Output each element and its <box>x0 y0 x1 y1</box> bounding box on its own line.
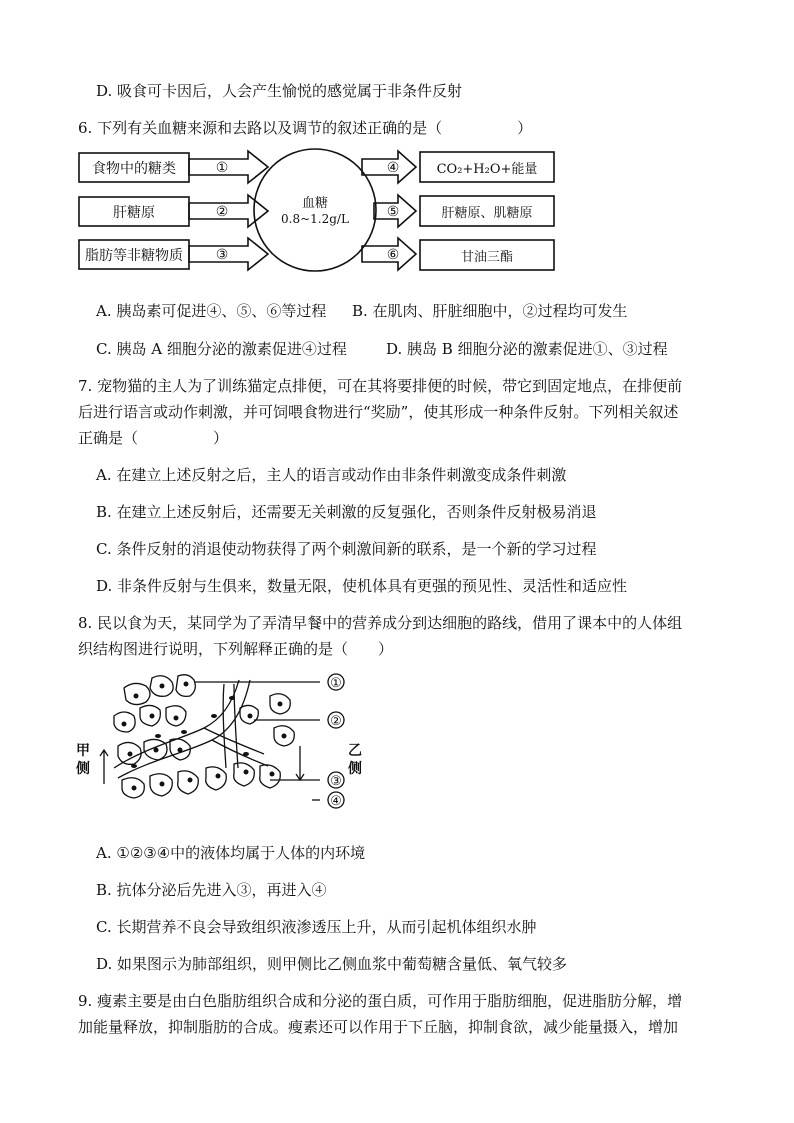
source-label-1: 食物中的糖类 <box>92 161 176 177</box>
q7-stem-line2: 后进行语言或动作刺激，并可饲喂食物进行“奖励”，使其形成一种条件反射。下列相关叙述 <box>78 403 679 421</box>
sink-label-3: 甘油三酯 <box>460 250 514 265</box>
arrow-label-4: ④ <box>386 160 400 176</box>
arrow-1 <box>189 151 268 183</box>
lymph-vessel-wall <box>223 684 226 768</box>
q8-stem-line2: 织结构图进行说明，下列解释正确的是（ ） <box>78 640 394 658</box>
sink-label-2: 肝糖原、肌糖原 <box>441 206 533 221</box>
diagram-label-4: ④ <box>330 794 342 809</box>
tissue-cell <box>206 767 227 790</box>
diagram-label-1: ① <box>330 676 342 691</box>
q8-option-a: A. ①②③④中的液体均属于人体的内环境 <box>96 844 366 862</box>
q7-stem-line1: 7. 宠物猫的主人为了训练猫定点排便，可在其将要排便的时候，带它到固定地点，在排便前 <box>78 377 683 395</box>
capillary-wall-outer <box>114 680 239 768</box>
q6-option-b: B. 在肌肉、肝脏细胞中，②过程均可发生 <box>352 302 628 320</box>
tissue-cell <box>260 765 281 788</box>
blood-sugar-diagram <box>78 145 568 275</box>
q6-option-a: A. 胰岛素可促进④、⑤、⑥等过程 <box>96 302 327 320</box>
arrow-label-3: ③ <box>215 247 229 263</box>
q6-option-d: D. 胰岛 B 细胞分泌的激素促进①、③过程 <box>386 340 668 358</box>
arrow-label-5: ⑤ <box>386 204 400 220</box>
diagram-label-3: ③ <box>330 774 342 789</box>
q9-stem-line2: 加能量释放，抑制脂肪的合成。瘦素还可以作用于下丘脑，抑制食欲，减少能量摄入，增加 <box>78 1018 679 1036</box>
center-value: 0.8~1.2g/L <box>281 212 349 226</box>
q8-option-d: D. 如果图示为肺部组织，则甲侧比乙侧血浆中葡萄糖含量低、氧气较多 <box>96 955 568 973</box>
q8-option-c: C. 长期营养不良会导致组织液渗透压上升，从而引起机体组织水肿 <box>96 918 537 936</box>
diagram-label-2: ② <box>330 714 342 729</box>
q5-option-d: D. 吸食可卡因后，人会产生愉悦的感觉属于非条件反射 <box>96 82 463 100</box>
lymph-vessel-wall <box>234 684 238 768</box>
arrow-2 <box>189 195 268 227</box>
sink-label-1: CO₂+H₂O+能量 <box>436 162 538 177</box>
q9-stem-line1: 9. 瘦素主要是由白色脂肪组织合成和分泌的蛋白质，可作用于脂肪细胞，促进脂肪分解，增 <box>78 992 683 1010</box>
q7-option-d: D. 非条件反射与生俱来，数量无限，使机体具有更强的预见性、灵活性和适应性 <box>96 577 628 595</box>
arrow-label-6: ⑥ <box>386 247 400 263</box>
source-label-3: 脂肪等非糖物质 <box>85 248 183 264</box>
q6-option-c: C. 胰岛 A 细胞分泌的激素促进④过程 <box>96 340 347 358</box>
q7-option-a: A. 在建立上述反射之后，主人的语言或动作由非条件刺激变成条件刺激 <box>96 466 567 484</box>
arrow-3 <box>189 238 268 270</box>
source-label-2: 肝糖原 <box>113 205 155 221</box>
tissue-cell <box>178 771 199 794</box>
arrow-label-2: ② <box>215 204 229 220</box>
left-side-label: 甲侧 <box>76 743 90 777</box>
q7-option-c: C. 条件反射的消退使动物获得了两个刺激间新的联系，是一个新的学习过程 <box>96 540 597 558</box>
tissue-cell <box>234 763 255 786</box>
q7-stem-line3: 正确是（ ） <box>78 429 229 447</box>
center-title: 血糖 <box>301 196 329 211</box>
q8-option-b: B. 抗体分泌后先进入③，再进入④ <box>96 881 327 899</box>
q6-stem: 6. 下列有关血糖来源和去路以及调节的叙述正确的是（ ） <box>78 119 533 137</box>
right-side-label: 乙侧 <box>348 743 362 777</box>
q8-stem-line1: 8. 民以食为天，某同学为了弄清早餐中的营养成分到达细胞的路线，借用了课本中的人体组 <box>78 614 683 632</box>
arrow-label-1: ① <box>215 160 229 176</box>
tissue-structure-diagram <box>74 668 374 818</box>
q7-option-b: B. 在建立上述反射后，还需要无关刺激的反复强化，否则条件反射极易消退 <box>96 503 597 521</box>
